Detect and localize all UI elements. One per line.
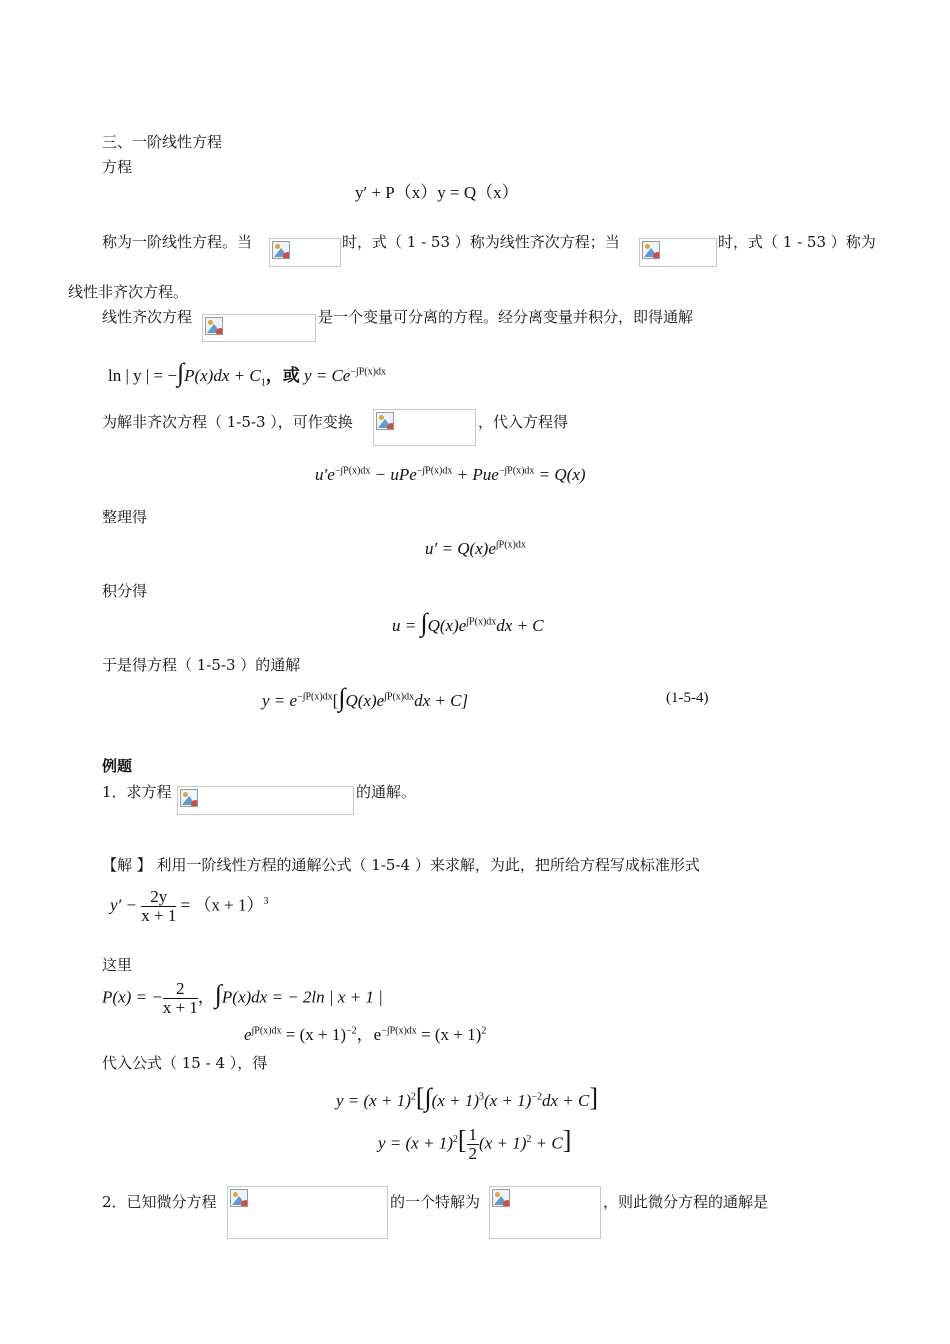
paragraph-text: 线性齐次方程: [102, 308, 193, 326]
equation-main: y′ + P（x）y = Q（x）: [355, 183, 519, 202]
equation-standard-form: y′ − $\frac{2y}{x + 1}$ = $(x + 1)^3$: [110, 887, 269, 925]
question-text: 2．已知微分方程: [102, 1193, 217, 1211]
paragraph-text: 整理得: [102, 508, 148, 526]
paragraph-text: 于是得方程（ 1-5-3 ）的通解: [102, 656, 301, 674]
equation-u: $u = \int Q(x)e^{\int P(x)dx}dx + C$: [392, 608, 544, 637]
equation-y2: $y = (x + 1)^2$[ $\frac{1}{2}$ $(x + 1)^2 + C$]: [378, 1125, 572, 1163]
broken-image-icon: [376, 412, 394, 430]
broken-image-icon: [272, 241, 290, 259]
paragraph-text: 方程: [102, 158, 133, 176]
equation-general-solution: $y = e^{-\int P(x)dx}[\int Q(x)e^{\int P(x)dx}dx + C]$: [262, 683, 469, 712]
section-heading: 三、一阶线性方程: [102, 133, 223, 151]
image-placeholder: [202, 314, 316, 342]
broken-image-icon: [492, 1189, 510, 1207]
equation-du: $u' = Q(x)e^{\int P(x)dx}$: [425, 539, 526, 558]
paragraph-text: 为解非齐次方程（ 1-5-3 ），可作变换: [102, 413, 353, 431]
paragraph-text: 代入公式（ 15 - 4 ），得: [102, 1054, 268, 1072]
broken-image-icon: [230, 1189, 248, 1207]
paragraph-text: 是一个变量可分离的方程。经分离变量并积分，即得通解: [318, 308, 694, 326]
question-text: 的通解。: [356, 783, 417, 801]
paragraph-text: ，代入方程得: [478, 413, 569, 431]
question-text: ，则此微分方程的通解是: [603, 1193, 769, 1211]
example-heading: 例题: [102, 757, 133, 775]
equation-p: P(x) = − $\frac{2}{x + 1}$ ，∫P(x)dx = − 2ln | x + 1 |: [102, 979, 383, 1017]
question-text: 的一个特解为: [390, 1193, 481, 1211]
image-placeholder: [639, 238, 717, 267]
paragraph-text: 积分得: [102, 582, 148, 600]
image-placeholder: [269, 238, 341, 267]
paragraph-text: 时，式（ 1 - 53 ）称为线性齐次方程；当: [342, 233, 620, 251]
equation-exponentials: $e^{\int P(x)dx} = (x + 1)^{-2}$，$e^{-\int P(x)dx} = (x + 1)^2$: [244, 1025, 487, 1044]
broken-image-icon: [205, 317, 223, 335]
equation-substitution: $u'e^{-\int P(x)dx} - uPe^{-\int P(x)dx} + Pue^{-\int P(x)dx} = Q(x)$: [315, 465, 586, 484]
equation-tag: (1-5-4): [666, 690, 709, 706]
image-placeholder: [489, 1186, 601, 1239]
equation-y1: $y = (x + 1)^2[\int(x + 1)^3(x + 1)^{-2}dx + C]$: [336, 1083, 598, 1112]
paragraph-text: 这里: [102, 956, 133, 974]
solution-text: 【解 】 利用一阶线性方程的通解公式（ 1-5-4 ）来求解，为此，把所给方程写成标准形式: [102, 856, 700, 874]
image-placeholder: [373, 409, 476, 446]
image-placeholder: [177, 786, 354, 815]
image-placeholder: [227, 1186, 388, 1239]
equation-ln: ln | y | = $-\int P(x)dx + C_1$，或 $y = Ce^{-\int P(x)dx}$: [108, 358, 386, 389]
paragraph-text: 称为一阶线性方程。当: [102, 233, 253, 251]
paragraph-text: 线性非齐次方程。: [68, 283, 189, 301]
broken-image-icon: [180, 789, 198, 807]
paragraph-text: 时，式（ 1 - 53 ）称为: [718, 233, 876, 251]
question-text: 1．求方程: [102, 783, 172, 801]
broken-image-icon: [642, 241, 660, 259]
